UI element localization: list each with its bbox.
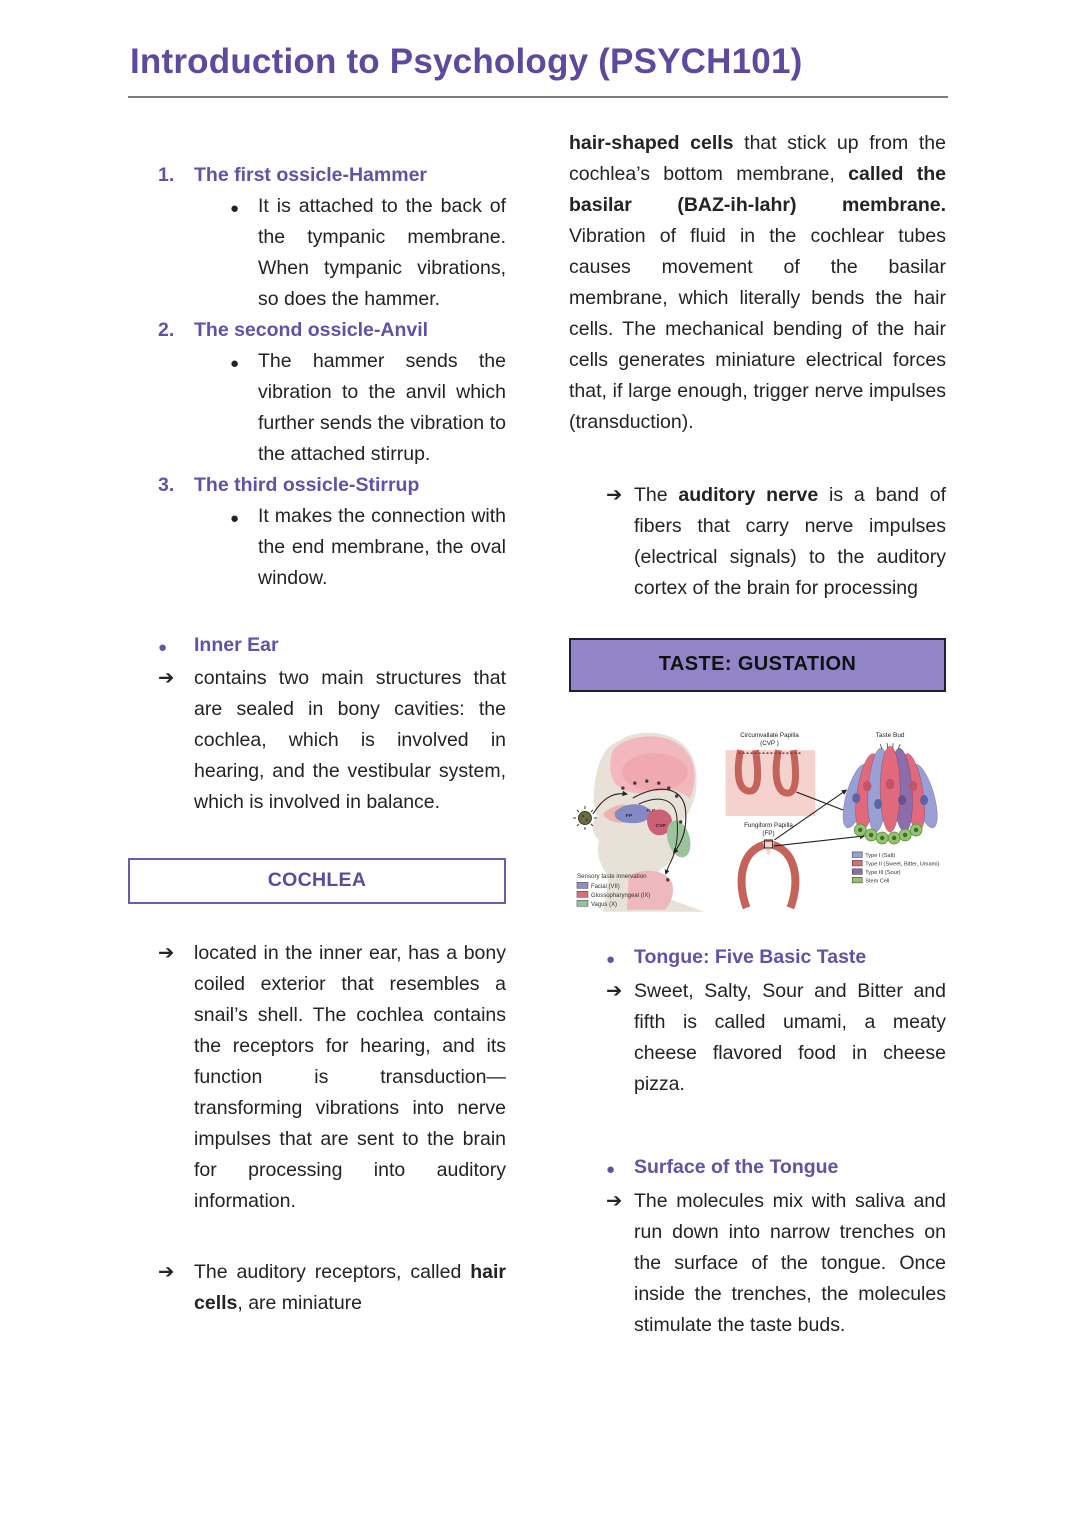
arrow-text: The auditory receptors, called hair cells, are miniature bbox=[194, 1261, 506, 1314]
surface-arrow-item bbox=[606, 1186, 946, 1341]
legend-label: Stem Cell bbox=[865, 878, 890, 885]
tongue-region-label-fp: FP bbox=[625, 813, 633, 820]
legend-label: Type I (Salt) bbox=[865, 852, 896, 859]
arrow-icon: ➔ bbox=[606, 980, 623, 1002]
tongue-heading-row bbox=[606, 942, 946, 975]
continuation-paragraph: hair-shaped cells that stick up from the cochlea’s bottom membrane, called the basilar (BAZ-ih-lahr) membrane. Vibration of fluid in the cochlear tubes causes movement of the basilar membrane, which literally bends the hair cells. The mechanical bending of the hair cells generates miniature electrical forces that, if large enough, trigger nerve impulses (transduction). bbox=[569, 132, 946, 433]
fp-subtitle: (FP) bbox=[762, 829, 775, 837]
bullet-icon: ● bbox=[230, 200, 240, 217]
bullet-text: It is attached to the back of the tympanic membrane. When tympanic vibrations, so does the hammer. bbox=[258, 195, 506, 310]
numbered-item-stirrup bbox=[128, 470, 506, 501]
legend-title: Sensory taste innervation bbox=[576, 872, 647, 880]
bullet-icon: ● bbox=[606, 1161, 616, 1178]
two-column-layout bbox=[128, 128, 948, 1341]
bullet-text: The hammer sends the vibration to the anvil which further sends the vibration to the attached stirrup. bbox=[258, 350, 506, 465]
taste-diagram-svg bbox=[569, 726, 946, 914]
left-column bbox=[128, 128, 506, 1341]
taste-bud-illustration bbox=[838, 732, 943, 884]
arrow-icon: ➔ bbox=[606, 484, 623, 506]
cvp-title: Circumvallate Papilla bbox=[740, 732, 799, 740]
bullet-item bbox=[230, 346, 506, 470]
legend-label: Facial (VII) bbox=[590, 883, 620, 890]
section-heading: Tongue: Five Basic Taste bbox=[634, 946, 867, 968]
surface-heading-row bbox=[606, 1152, 946, 1185]
legend-label: Type II (Sweet, Bitter, Umami) bbox=[865, 861, 940, 868]
taste-bud-title: Taste Bud bbox=[875, 732, 905, 740]
item-heading: The first ossicle-Hammer bbox=[194, 164, 428, 186]
arrow-text: The molecules mix with saliva and run down into narrow trenches on the surface of the tongue. Once inside the trenches, the molecules stimulate the taste buds. bbox=[634, 1190, 946, 1336]
tongue-region-label-flp: FLP bbox=[646, 808, 656, 814]
cochlea-arrow-item bbox=[128, 938, 506, 1217]
hair-cells-arrow-item bbox=[128, 1257, 506, 1319]
head-profile-illustration bbox=[573, 733, 705, 912]
section-heading: Surface of the Tongue bbox=[634, 1156, 839, 1178]
inner-ear-heading-row bbox=[128, 630, 506, 663]
page-title: Introduction to Psychology (PSYCH101) bbox=[130, 42, 803, 81]
list-number: 2. bbox=[158, 319, 175, 341]
cell-type-legend bbox=[852, 852, 939, 884]
numbered-item-anvil bbox=[128, 315, 506, 346]
tongue-arrow-item bbox=[606, 976, 946, 1100]
bullet-icon: ● bbox=[606, 951, 616, 968]
arrow-text: located in the inner ear, has a bony coiled exterior that resembles a snail’s shell. The cochlea contains the receptors for hearing, and its function is transduction—transforming vibrations into nerve impulses that are sent to the brain for processing into auditory information. bbox=[194, 942, 506, 1212]
arrow-icon: ➔ bbox=[158, 667, 175, 689]
arrow-icon: ➔ bbox=[158, 942, 175, 964]
bullet-icon: ● bbox=[158, 639, 168, 656]
inner-ear-arrow-item bbox=[128, 663, 506, 818]
arrow-icon: ➔ bbox=[158, 1261, 175, 1283]
list-number: 3. bbox=[158, 474, 175, 496]
title-divider bbox=[128, 96, 948, 98]
tongue-region-label-cvp: CVP bbox=[655, 822, 666, 829]
legend-label: Type III (Sour) bbox=[865, 869, 901, 876]
bullet-item bbox=[230, 191, 506, 315]
fp-title: Fungiform Papilla bbox=[744, 821, 793, 829]
bullet-item bbox=[230, 501, 506, 594]
numbered-item-hammer bbox=[128, 160, 506, 191]
cvp-subtitle: (CVP ) bbox=[760, 740, 779, 748]
arrow-text: Sweet, Salty, Sour and Bitter and fifth is called umami, a meaty cheese flavored food in cheese pizza. bbox=[634, 980, 946, 1095]
right-column bbox=[569, 128, 946, 1341]
list-number: 1. bbox=[158, 164, 175, 186]
auditory-nerve-arrow-item bbox=[606, 480, 946, 604]
cochlea-section-box: COCHLEA bbox=[128, 858, 506, 904]
arrow-text: The auditory nerve is a band of fibers that carry nerve impulses (electrical signals) to the auditory cortex of the brain for processing bbox=[634, 484, 946, 599]
section-heading: Inner Ear bbox=[194, 634, 279, 656]
bullet-text: It makes the connection with the end membrane, the oval window. bbox=[258, 505, 506, 589]
arrow-icon: ➔ bbox=[606, 1190, 623, 1212]
item-heading: The second ossicle-Anvil bbox=[194, 319, 429, 341]
bullet-icon: ● bbox=[230, 510, 240, 527]
taste-anatomy-figure bbox=[569, 726, 946, 924]
bullet-icon: ● bbox=[230, 355, 240, 372]
legend-label: Glossopharyngeal (IX) bbox=[590, 892, 651, 899]
legend-label: Vagus (X) bbox=[590, 901, 618, 908]
item-heading: The third ossicle-Stirrup bbox=[194, 474, 420, 496]
arrow-text: contains two main structures that are sealed in bony cavities: the cochlea, which is involved in hearing, and the vestibular system, which is involved in balance. bbox=[194, 667, 506, 813]
taste-gustation-banner: TASTE: GUSTATION bbox=[569, 638, 946, 692]
